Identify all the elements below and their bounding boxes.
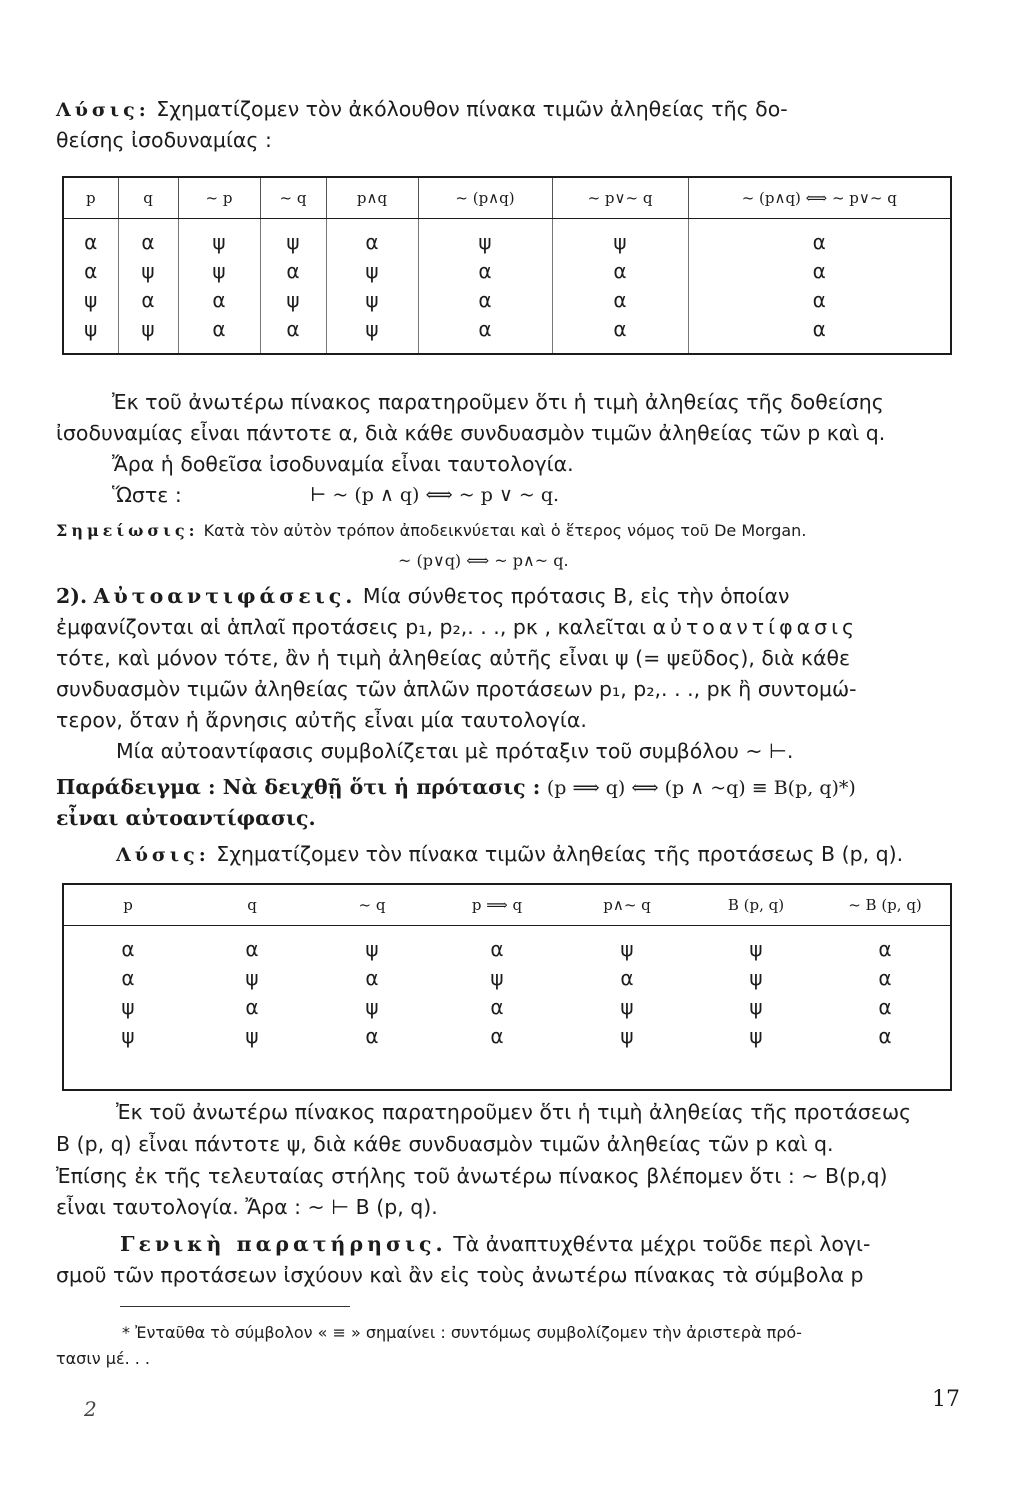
table-cell: ψ (326, 314, 418, 353)
table-cell: ψ (326, 285, 418, 314)
table-row (64, 314, 950, 353)
table-cell: α (812, 229, 826, 254)
general-remark-line1: Τὰ ἀναπτυχθέντα μέχρι τοῦδε περὶ λογι- (453, 1232, 871, 1256)
note-paragraph (56, 516, 956, 545)
signature-mark: 2 (84, 1397, 97, 1421)
section-line6: Μία αὐτοαντίφασις συμβολίζεται μὲ πρόταξιν τοῦ συμβόλου ~ ⊢. (116, 739, 794, 763)
table-cell: ψ (121, 994, 135, 1019)
column-header: p (64, 885, 192, 926)
note-label: Σημείωσις: (56, 521, 199, 540)
column-header: ~ p (178, 178, 260, 219)
table-cell: ψ (490, 965, 504, 990)
table-cell: α (490, 936, 504, 961)
table-cell: ψ (749, 994, 763, 1019)
table-cell: α (812, 316, 826, 341)
table-cell: ψ (365, 936, 379, 961)
table-cell: α (245, 994, 259, 1019)
table-cell: α (418, 285, 552, 314)
table-cell: α (178, 285, 260, 314)
solution2-label: Λύσις: (116, 844, 210, 866)
table-cell: ψ (64, 285, 118, 314)
table-cell: ψ (245, 1023, 259, 1048)
table-row (64, 219, 950, 257)
table-cell: α (121, 936, 135, 961)
example-label: Παράδειγμα : Νὰ δειχθῇ ὅτι ἡ πρότασις : (56, 775, 541, 799)
table-cell: ψ (178, 256, 260, 285)
table-cell: α (260, 256, 326, 285)
table-cell: α (878, 936, 892, 961)
table-cell: ψ (64, 314, 118, 353)
column-header: ~ p∨~ q (552, 178, 688, 219)
column-header: p∧~ q (562, 885, 692, 926)
table-cell: α (490, 994, 504, 1019)
paragraph2-line2: B (p, q) εἶναι πάντοτε ψ, διὰ κάθε συνδυασμὸν τιμῶν ἀληθείας τῶν p καὶ q. (56, 1132, 834, 1156)
page-number: 17 (932, 1387, 960, 1412)
table-cell: ψ (418, 219, 552, 257)
paragraph2-line4: εἶναι ταυτολογία. Ἄρα : ~ ⊢ B (p, q). (56, 1195, 438, 1219)
table-cell: ψ (118, 256, 178, 285)
footnote-line1: * Ἐνταῦθα τὸ σύμβολον « ≡ » σημαίνει : συντόμως συμβολίζομεν τὴν ἀριστερὰ πρό- (122, 1323, 802, 1342)
table-header-row (64, 178, 950, 219)
table-cell: α (118, 219, 178, 257)
column-header: ~ B (p, q) (820, 885, 950, 926)
section-line5: τερον, ὅταν ἡ ἄρνησις αὐτῆς εἶναι μία ταυτολογία. (56, 708, 587, 732)
column-header: p (64, 178, 118, 219)
table-cell: ψ (620, 936, 634, 961)
section-heading-line (56, 582, 956, 611)
column-header: B (p, q) (692, 885, 820, 926)
table-cell: α (418, 314, 552, 353)
table-cell: α (552, 256, 688, 285)
general-remark-title: Γενικὴ παρατήρησις. (120, 1232, 447, 1256)
table-cell: α (260, 314, 326, 353)
table-cell: α (245, 936, 259, 961)
truth-table-1 (62, 176, 952, 355)
note-text: Κατὰ τὸν αὐτὸν τρόπον ἀποδεικνύεται καὶ ὁ ἕτερος νόμος τοῦ De Morgan. (203, 521, 807, 540)
column-header: ~ q (260, 178, 326, 219)
column-header: q (192, 885, 312, 926)
table-cell: α (878, 994, 892, 1019)
paragraph-conclusion: Ἄρα ἡ δοθεῖσα ἰσοδυναμία εἶναι ταυτολογία. (112, 452, 574, 476)
table-cell: α (64, 256, 118, 285)
table-cell: α (365, 1023, 379, 1048)
table-row (64, 256, 950, 285)
table-cell: α (812, 258, 826, 283)
example-formula: (p ⟹ q) ⟺ (p ∧ ~q) ≡ B(p, q)*) (546, 777, 856, 799)
paragraph-observation: Ἐκ τοῦ ἀνωτέρω πίνακος παρατηροῦμεν ὅτι ἡ τιμὴ ἀληθείας τῆς δοθείσης (112, 390, 884, 414)
note-formula: ~ (p∨q) ⟺ ~ p∧~ q. (398, 551, 569, 570)
footnote-line2: τασιν μέ. . . (56, 1349, 151, 1368)
table-cell: ψ (178, 219, 260, 257)
solution-text: Σχηματίζομεν τὸν ἀκόλουθον πίνακα τιμῶν ἀληθείας τῆς δο- (156, 97, 788, 121)
table-cell: α (552, 285, 688, 314)
table-cell: α (118, 285, 178, 314)
table-cell: ψ (260, 219, 326, 257)
solution-label: Λύσις: (56, 99, 150, 121)
column-header: ~ (p∧q) (418, 178, 552, 219)
table-cell: α (326, 219, 418, 257)
table-cell: α (178, 314, 260, 353)
section-line1: Μία σύνθετος πρότασις B, εἰς τὴν ὁποίαν (362, 584, 790, 608)
footnote-divider (120, 1306, 350, 1307)
table-row (64, 926, 950, 964)
solution2-intro (116, 840, 956, 870)
solution-intro-cont: θείσης ἰσοδυναμίας : (56, 128, 272, 152)
table-cell: ψ (260, 285, 326, 314)
term-self-contradiction: αὐτοαντίφασις (652, 615, 859, 639)
example-line2: εἶναι αὐτοαντίφασις. (56, 806, 316, 830)
column-header: p∧q (326, 178, 418, 219)
table-cell: α (121, 965, 135, 990)
section-number: 2). (56, 584, 88, 608)
paragraph2-line3: Ἐπίσης ἐκ τῆς τελευταίας στήλης τοῦ ἀνωτέρω πίνακος βλέπομεν ὅτι : ~ B(p,q) (56, 1164, 888, 1188)
table-cell: ψ (749, 965, 763, 990)
table-row (64, 1021, 950, 1060)
table-cell: ψ (121, 1023, 135, 1048)
table-cell: ψ (365, 994, 379, 1019)
de-morgan-formula: ⊢ ~ (p ∧ q) ⟺ ~ p ∨ ~ q. (310, 484, 560, 506)
table-cell: α (812, 287, 826, 312)
table-cell: α (878, 965, 892, 990)
table-cell: ψ (552, 219, 688, 257)
table-cell: ψ (749, 1023, 763, 1048)
table-cell: α (620, 965, 634, 990)
general-remark-line2: σμοῦ τῶν προτάσεων ἰσχύουν καὶ ἂν εἰς τοὺς ἀνωτέρω πίνακας τὰ σύμβολα p (56, 1263, 864, 1287)
paragraph2-line1: Ἐκ τοῦ ἀνωτέρω πίνακος παρατηροῦμεν ὅτι ἡ τιμὴ ἀληθείας τῆς προτάσεως (116, 1100, 912, 1124)
table-row (64, 992, 950, 1021)
paragraph-observation-line2: ἰσοδυναμίας εἶναι πάντοτε α, διὰ κάθε συνδυασμὸν τιμῶν ἀληθείας τῶν p καὶ q. (56, 421, 886, 445)
solution2-text: Σχηματίζομεν τὸν πίνακα τιμῶν ἀληθείας τῆς προτάσεως B (p, q). (216, 842, 904, 866)
section-line4: συνδυασμὸν τιμῶν ἀληθείας τῶν ἁπλῶν προτάσεων p₁, p₂,. . ., pκ ἢ συντομώ- (56, 677, 857, 701)
example-heading (56, 773, 956, 803)
section-line3: τότε, καὶ μόνον τότε, ἂν ἡ τιμὴ ἀληθείας αὐτῆς εἶναι ψ (= ψεῦδος), διὰ κάθε (56, 646, 851, 670)
table-cell: α (365, 965, 379, 990)
general-remark (120, 1230, 956, 1259)
therefore-label: Ὥστε : (112, 483, 182, 507)
section-line2-text: ἐμφανίζονται αἱ ἁπλαῖ προτάσεις p₁, p₂,. . ., pκ , καλεῖται (56, 615, 647, 639)
therefore-line (112, 481, 1009, 510)
solution-intro (56, 95, 956, 125)
table-cell: α (64, 219, 118, 257)
table-cell: α (878, 1023, 892, 1048)
table-cell: α (418, 256, 552, 285)
truth-table-2 (62, 883, 952, 1091)
column-header: ~ q (312, 885, 432, 926)
table-cell: α (490, 1023, 504, 1048)
column-header: p ⟹ q (432, 885, 562, 926)
table-row (64, 963, 950, 992)
table-cell: ψ (620, 994, 634, 1019)
table-cell: α (552, 314, 688, 353)
table-header-row (64, 885, 950, 926)
table-cell: ψ (620, 1023, 634, 1048)
table-cell: ψ (326, 256, 418, 285)
column-header: q (118, 178, 178, 219)
table-cell: ψ (749, 936, 763, 961)
column-header: ~ (p∧q) ⟺ ~ p∨~ q (688, 178, 950, 219)
table-cell: ψ (118, 314, 178, 353)
table-row (64, 285, 950, 314)
section-line2 (56, 613, 956, 642)
table-cell: ψ (245, 965, 259, 990)
section-title: Αὐτοαντιφάσεις. (93, 584, 357, 608)
